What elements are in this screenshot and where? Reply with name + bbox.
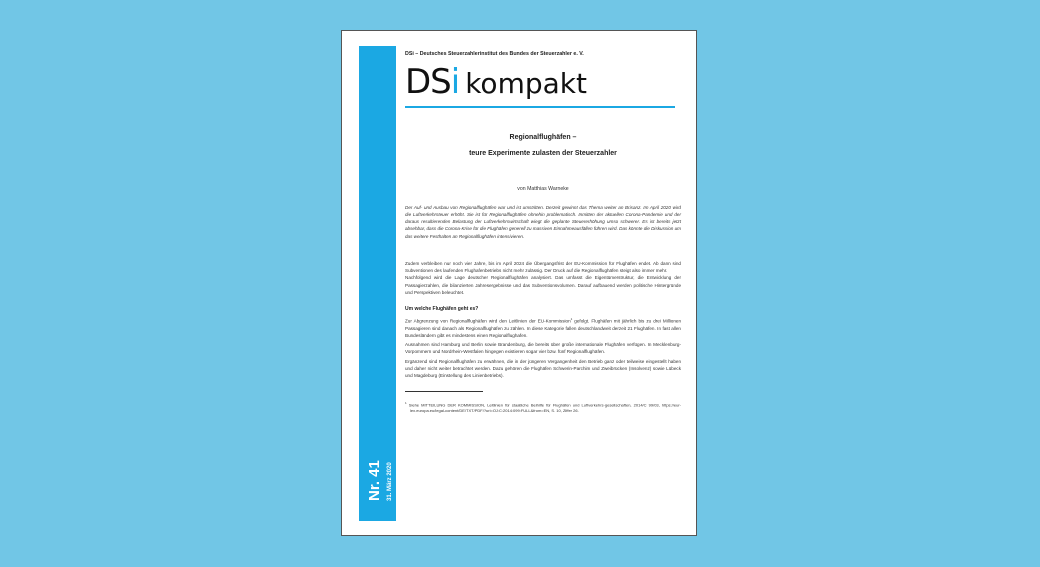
logo-ds-text: DS: [405, 62, 451, 102]
paragraph-4: Ausnahmen sind Hamburg und Berlin sowie Brandenburg, die bereits über große internationale Flughäfen verfügen. In Mecklenburg-Vorpommern und Nordrhein-Westfalen hingegen existieren sogar vier bzw. fünf Regionalflughäfen.: [405, 342, 681, 355]
footnote-text: Siehe MITTEILUNG DER KOMMISSION, Leitlinien für staatliche Beihilfe für Flughäfen und Luftverkehrs-gesellschaften, 2014/C 99/03, https://eur-lex.europa.eu/legal-content/DE/TXT/PDF/?uri=OJ:C:2014:099:FULL&from=EN, S. 10, Ziffer 26.: [408, 402, 681, 414]
title-line-2: teure Experimente zulasten der Steuerzahler: [469, 149, 617, 157]
footnote-number: 1: [405, 400, 407, 405]
header-rule: [405, 106, 675, 108]
footnote: [405, 400, 681, 414]
paragraph-1: Zudem verbleiben nur noch vier Jahre, bis im April 2024 die Übergangsfrist der EU-Kommission für Flughäfen endet. Ab dann sind Subventionen des laufenden Flughafenbetriebs nicht mehr zulässig. Der Druck auf die Regionalflughäfen steigt also immer mehr.: [405, 260, 681, 274]
paragraph-3-part-b: gefolgt. Flughäfen mit jährlich bis zu drei Millionen Passagieren sind danach als Regionalflughäfen zu zählen. In diese Kategorie fallen deutschlandweit derzeit 21 Flughäfen. In fast allen Bundesländern gibt es mindestens einen Regionalflughafen.: [405, 318, 681, 338]
logo-dsi: [405, 62, 459, 102]
article-abstract: Der Auf- und Ausbau von Regionalflughäfen war und ist umstritten. Derzeit gewinnt das Thema weiter an Brisanz. Im April 2020 wird die Luftverkehrsteuer erhöht. Sie ist für Regionalflughäfen ohnehin problematisch. Inmitten der aktuellen Corona-Pandemie und der daraus resultierenden Belastung der Luftverkehrswirtschaft wiegt die geplante Steuererhöhung umso schwerer. Es ist bereits jetzt absehbar, dass die Corona-Krise für die Flughäfen generell zu massiven Einnahmeausfällen führen wird. Das könnte die Diskussion um das weitere Festhalten an Regionalflughäfen intensivieren.: [405, 204, 681, 239]
paragraph-3-part-a: Zur Abgrenzung von Regionalflughäfen wird den Leitlinien der EU-Kommission: [405, 318, 571, 324]
paragraph-3: [405, 316, 681, 339]
footnote-rule: [405, 391, 483, 392]
article-title: [405, 130, 681, 162]
issue-date: 31. März 2020: [387, 462, 393, 501]
institute-name: DSi – Deutsches Steuerzahlerinstitut des Bundes der Steuerzahler e. V.: [405, 51, 584, 57]
title-line-1: Regionalflughäfen –: [509, 133, 577, 141]
logo-i-text: i: [450, 62, 460, 102]
sidebar-band: [359, 46, 396, 521]
section-heading: Um welche Flughäfen geht es?: [405, 306, 479, 312]
issue-number: Nr. 41: [366, 460, 383, 501]
footnote-ref: 1: [570, 317, 573, 321]
masthead-logo: [405, 62, 681, 102]
article-author: von Matthias Warneke: [517, 185, 569, 192]
paragraph-2: Nachfolgend wird die Lage deutscher Regionalflughäfen analysiert. Das umfasst die Eigentümerstruktur, die Entwicklung der Passagierzahlen, die bilanzierten Jahresergebnisse und das Subventionsvolumen. Darauf aufbauend werden politische Hintergründe und Perspektiven beleuchtet.: [405, 275, 681, 295]
paragraph-5: Ergänzend sind Regionalflughäfen zu erwähnen, die in der jüngeren Vergangenheit den Betrieb ganz oder teilweise eingestellt haben und daher nicht weiter betrachtet werden. Dazu gehören die Flughäfen Schwerin-Parchim und Zweibrücken (Insolvenz) sowie Lübeck und Magdeburg (Einstellung des Linienbetriebs).: [405, 358, 681, 378]
logo-kompakt: kompakt: [465, 67, 587, 100]
document-page: [341, 30, 697, 536]
page-content: [405, 49, 681, 414]
